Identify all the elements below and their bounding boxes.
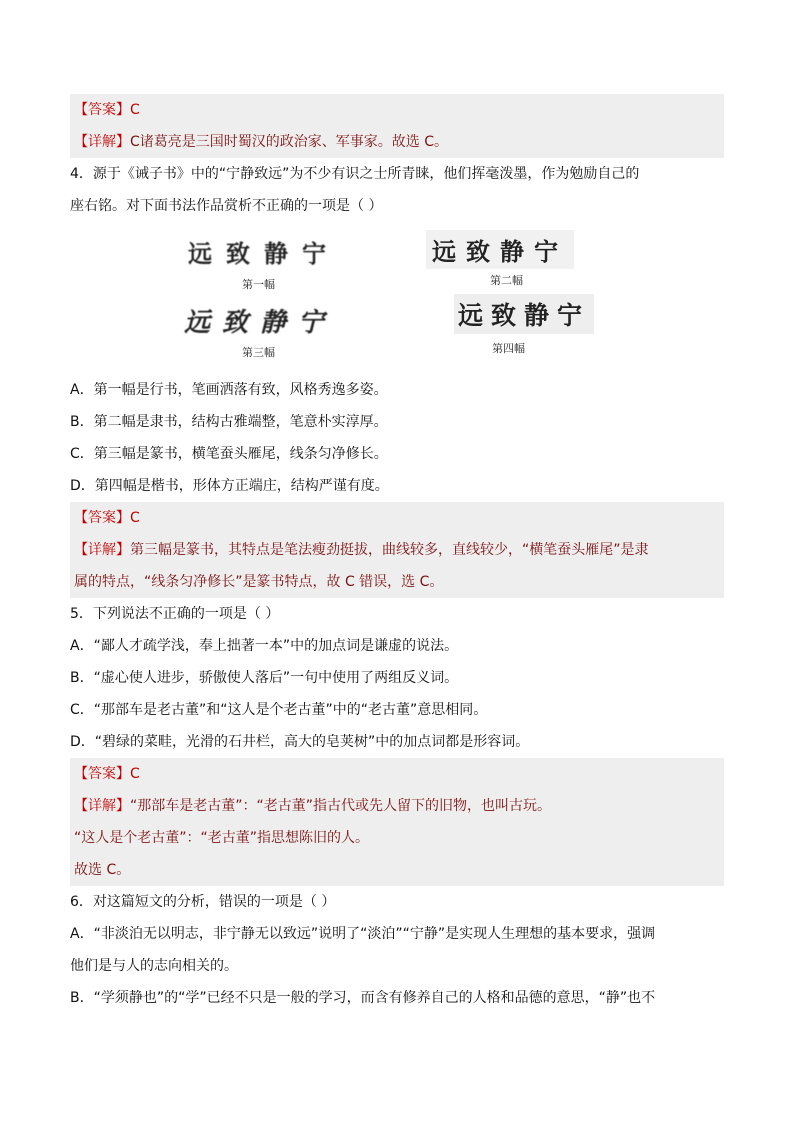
answer-value: C	[130, 102, 140, 118]
q6-option-a-line2: 他们是与人的志向相关的。	[70, 958, 238, 974]
q4-option-b: B．第二幅是隶书，结构古雅端整，笔意朴实淳厚。	[70, 414, 388, 430]
document-page	[70, 94, 724, 1014]
caption-4: 第四幅	[492, 342, 525, 355]
q3-detail-row	[70, 126, 724, 158]
answer-value: C	[130, 510, 140, 526]
q5-detail-row-2: “这人是个老古董”：“老古董”指思想陈旧的人。	[70, 822, 724, 854]
detail-text: 第三幅是篆书，其特点是笔法瘦劲挺拔，曲线较多，直线较少，“横笔蚕头雁尾”是隶	[130, 542, 649, 558]
detail-text: “那部车是老古董”：“老古董”指古代或先人留下的旧物，也叫古玩。	[130, 798, 552, 814]
q4-stem-line1: 4．源于《诫子书》中的“宁静致远”为不少有识之士所青睐，他们挥毫泼墨，作为勉励自己的	[70, 166, 640, 182]
calligraphy-image-2: 远致静宁	[426, 230, 574, 269]
q6-stem: 6．对这篇短文的分析，错误的一项是（ ）	[70, 894, 336, 910]
q5-answer-row	[70, 758, 724, 790]
answer-value: C	[130, 766, 140, 782]
answer-tag: 【答案】	[74, 102, 130, 118]
detail-text: C诸葛亮是三国时蜀汉的政治家、军事家。故选 C。	[130, 134, 448, 150]
calligraphy-image-1: 远致静宁	[188, 239, 340, 268]
q4-option-a: A．第一幅是行书，笔画洒落有致，风格秀逸多姿。	[70, 382, 388, 398]
q3-answer-row	[70, 94, 724, 126]
detail-tag: 【详解】	[74, 542, 130, 558]
caption-3: 第三幅	[242, 346, 275, 359]
calligraphy-images	[70, 228, 724, 364]
q4-detail-row-2: 属的特点，“线条匀净修长”是篆书特点，故 C 错误，选 C。	[70, 566, 724, 598]
q5-option-d: D．“碧绿的菜畦，光滑的石井栏，高大的皂荚树”中的加点词都是形容词。	[70, 734, 530, 750]
q5-option-a: A．“鄙人才疏学浅，奉上拙著一本”中的加点词是谦虚的说法。	[70, 638, 459, 654]
q5-detail-row-3: 故选 C。	[70, 854, 724, 886]
q5-detail-row-1	[70, 790, 724, 822]
caption-1: 第一幅	[242, 278, 275, 291]
q4-option-d: D．第四幅是楷书，形体方正端庄，结构严谨有度。	[70, 478, 389, 494]
calligraphy-image-4: 远致静宁	[454, 294, 594, 334]
q6-option-b-line1: B．“学须静也”的“学”已经不只是一般的学习，而含有修养自己的人格和品德的意思，“静”也不	[70, 990, 656, 1006]
calligraphy-image-3: 远致静宁	[184, 308, 337, 338]
answer-tag: 【答案】	[74, 510, 130, 526]
caption-2: 第二幅	[490, 274, 523, 287]
q5-stem: 5．下列说法不正确的一项是（ ）	[70, 606, 280, 622]
q4-answer-row	[70, 502, 724, 534]
q5-option-b: B．“虚心使人进步，骄傲使人落后”一句中使用了两组反义词。	[70, 670, 459, 686]
detail-tag: 【详解】	[74, 798, 130, 814]
q4-stem-line2: 座右铭。对下面书法作品赏析不正确的一项是（ ）	[70, 198, 383, 214]
q6-option-a-line1: A．“非淡泊无以明志，非宁静无以致远”说明了“淡泊”“宁静”是实现人生理想的基本要求，强调	[70, 926, 656, 942]
answer-tag: 【答案】	[74, 766, 130, 782]
q5-option-c: C．“那部车是老古董”和“这人是个老古董”中的“老古董”意思相同。	[70, 702, 488, 718]
q4-detail-row-1	[70, 534, 724, 566]
q4-option-c: C．第三幅是篆书，横笔蚕头雁尾，线条匀净修长。	[70, 446, 388, 462]
detail-tag: 【详解】	[74, 134, 130, 150]
